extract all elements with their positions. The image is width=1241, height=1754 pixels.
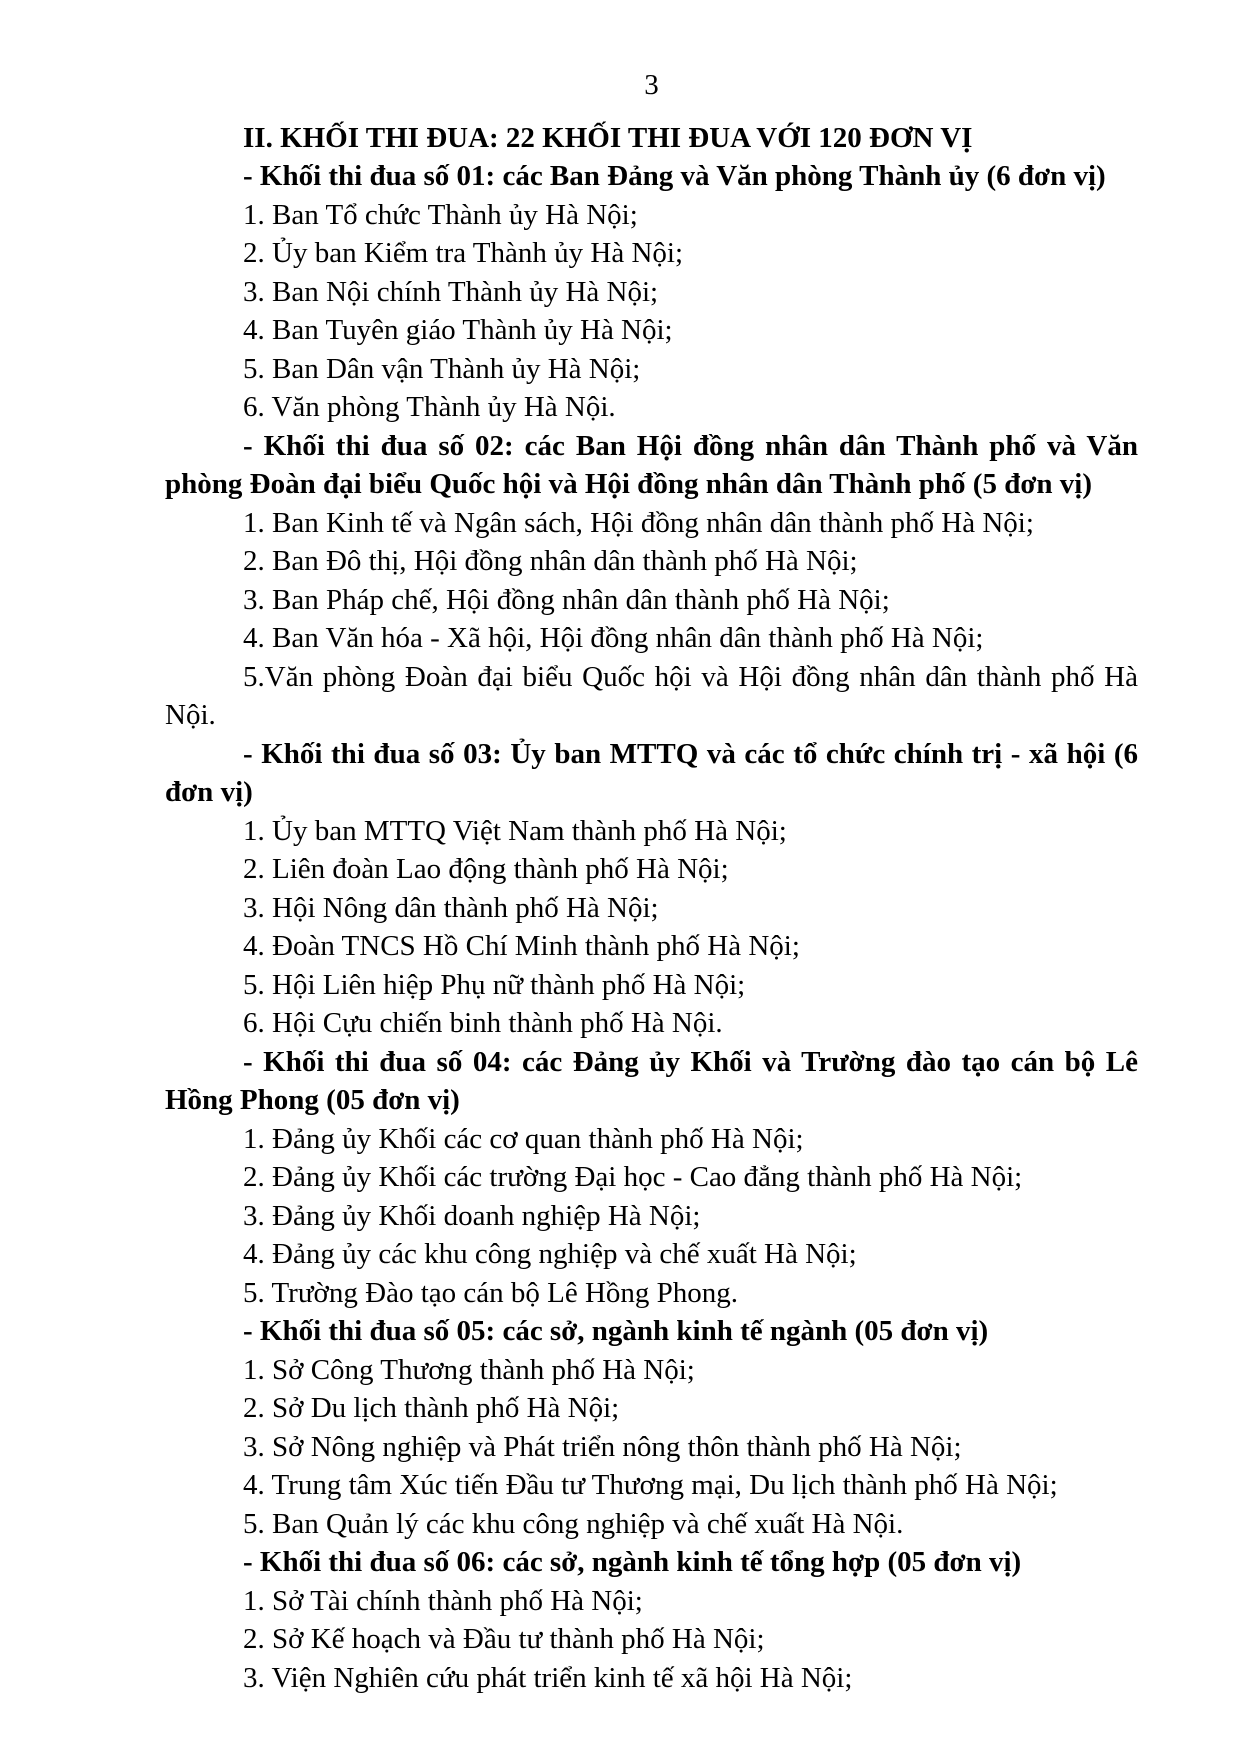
list-item: 3. Ban Pháp chế, Hội đồng nhân dân thành phố Hà Nội; bbox=[243, 583, 890, 616]
khoi-block-03 bbox=[165, 735, 1138, 1043]
list-item: 4. Trung tâm Xúc tiến Đầu tư Thương mại, Du lịch thành phố Hà Nội; bbox=[243, 1469, 1058, 1501]
section-heading: II. KHỐI THI ĐUA: 22 KHỐI THI ĐUA VỚI 120 ĐƠN VỊ bbox=[243, 121, 973, 154]
list-item: 4. Đảng ủy các khu công nghiệp và chế xuất Hà Nội; bbox=[243, 1238, 857, 1270]
list-item: 6. Hội Cựu chiến binh thành phố Hà Nội. bbox=[243, 1007, 723, 1039]
list-item: 5. Hội Liên hiệp Phụ nữ thành phố Hà Nội; bbox=[243, 968, 746, 1001]
list-item: 2. Sở Kế hoạch và Đầu tư thành phố Hà Nội; bbox=[243, 1623, 765, 1655]
khoi-block-01 bbox=[165, 157, 1138, 427]
list-item: 1. Sở Tài chính thành phố Hà Nội; bbox=[243, 1584, 643, 1617]
list-item: 4. Ban Tuyên giáo Thành ủy Hà Nội; bbox=[243, 314, 673, 346]
list-item: 2. Liên đoàn Lao động thành phố Hà Nội; bbox=[243, 853, 729, 885]
list-item: 1. Ủy ban MTTQ Việt Nam thành phố Hà Nội; bbox=[243, 814, 787, 847]
block-heading: - Khối thi đua số 03: Ủy ban MTTQ và các tổ chức chính trị - xã hội (6 đơn vị) bbox=[165, 737, 1138, 808]
list-item: 3. Đảng ủy Khối doanh nghiệp Hà Nội; bbox=[243, 1199, 701, 1232]
block-heading: - Khối thi đua số 06: các sở, ngành kinh tế tổng hợp (05 đơn vị) bbox=[243, 1546, 1022, 1578]
block-heading: - Khối thi đua số 02: các Ban Hội đồng nhân dân Thành phố và Văn phòng Đoàn đại biểu Quốc hội và Hội đồng nhân dân Thành phố (5 đơn vị) bbox=[165, 429, 1138, 500]
khoi-block-02 bbox=[165, 427, 1138, 735]
list-item: 1. Đảng ủy Khối các cơ quan thành phố Hà Nội; bbox=[243, 1122, 804, 1155]
list-item: 5. Trường Đào tạo cán bộ Lê Hồng Phong. bbox=[243, 1276, 739, 1309]
list-item: 2. Đảng ủy Khối các trường Đại học - Cao đẳng thành phố Hà Nội; bbox=[243, 1161, 1023, 1193]
khoi-block-06 bbox=[165, 1543, 1138, 1697]
list-item: 2. Ủy ban Kiểm tra Thành ủy Hà Nội; bbox=[243, 237, 684, 269]
block-heading: - Khối thi đua số 05: các sở, ngành kinh tế ngành (05 đơn vị) bbox=[243, 1315, 989, 1347]
block-heading: - Khối thi đua số 01: các Ban Đảng và Văn phòng Thành ủy (6 đơn vị) bbox=[243, 160, 1106, 192]
list-item: 2. Ban Đô thị, Hội đồng nhân dân thành phố Hà Nội; bbox=[243, 545, 858, 577]
list-item: 1. Ban Tổ chức Thành ủy Hà Nội; bbox=[243, 198, 638, 231]
list-item: 4. Đoàn TNCS Hồ Chí Minh thành phố Hà Nội; bbox=[243, 930, 800, 962]
list-item: 5.Văn phòng Đoàn đại biểu Quốc hội và Hội đồng nhân dân thành phố Hà Nội. bbox=[165, 660, 1138, 731]
list-item: 3. Sở Nông nghiệp và Phát triển nông thôn thành phố Hà Nội; bbox=[243, 1430, 962, 1463]
page-number: 3 bbox=[644, 69, 659, 101]
khoi-block-04 bbox=[165, 1043, 1138, 1313]
list-item: 1. Ban Kinh tế và Ngân sách, Hội đồng nhân dân thành phố Hà Nội; bbox=[243, 506, 1034, 539]
list-item: 3. Ban Nội chính Thành ủy Hà Nội; bbox=[243, 275, 659, 308]
list-item: 3. Viện Nghiên cứu phát triển kinh tế xã hội Hà Nội; bbox=[243, 1661, 853, 1694]
list-item: 4. Ban Văn hóa - Xã hội, Hội đồng nhân dân thành phố Hà Nội; bbox=[243, 622, 984, 654]
list-item: 3. Hội Nông dân thành phố Hà Nội; bbox=[243, 891, 659, 924]
block-heading: - Khối thi đua số 04: các Đảng ủy Khối và Trường đào tạo cán bộ Lê Hồng Phong (05 đơn vị) bbox=[165, 1045, 1138, 1116]
list-item: 1. Sở Công Thương thành phố Hà Nội; bbox=[243, 1353, 695, 1386]
list-item: 6. Văn phòng Thành ủy Hà Nội. bbox=[243, 391, 616, 423]
list-item: 5. Ban Quản lý các khu công nghiệp và chế xuất Hà Nội. bbox=[243, 1507, 904, 1540]
khoi-block-05 bbox=[165, 1312, 1138, 1543]
list-item: 5. Ban Dân vận Thành ủy Hà Nội; bbox=[243, 352, 641, 385]
list-item: 2. Sở Du lịch thành phố Hà Nội; bbox=[243, 1392, 620, 1424]
